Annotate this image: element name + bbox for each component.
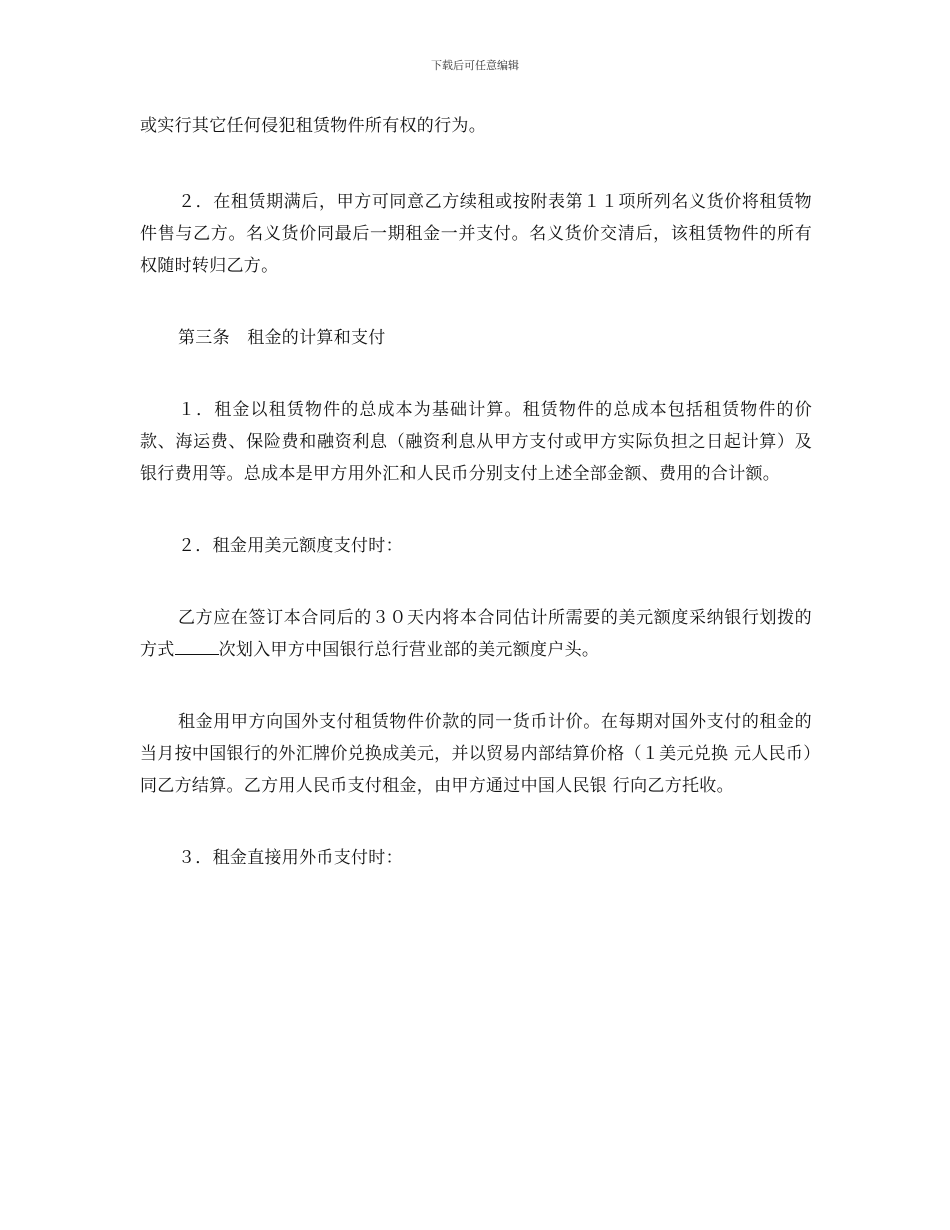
paragraph-usd-quota-part2: 次划入甲方中国银行总行营业部的美元额度户头。 xyxy=(218,640,600,660)
paragraph-3-2: ２．租金用美元额度支付时： xyxy=(178,536,403,556)
paragraph-1: 或实行其它任何侵犯租赁物件所有权的行为。 xyxy=(140,116,486,136)
article-3-heading: 第三条 租金的计算和支付 xyxy=(178,328,386,348)
paragraph-usd-quota-part1: 乙方应在签订本合同后的３０天内将本合同估计所需要的美元额度采纳银行划拨的方式 xyxy=(140,608,812,660)
blank-underline xyxy=(175,638,219,655)
paragraph-3-1: １．租金以租赁物件的总成本为基础计算。租赁物件的总成本包括租赁物件的价款、海运费、保险费和融资利息（融资利息从甲方支付或甲方实际负担之日起计算）及银行费用等。总成本是甲方用外汇和人民币分别支付上述全部金额、费用的合计额。 xyxy=(140,400,812,484)
document-body xyxy=(140,110,812,874)
paragraph-usd-quota xyxy=(140,602,812,666)
paragraph-3-3: ３．租金直接用外币支付时： xyxy=(178,848,403,868)
paragraph-rent-currency: 租金用甲方向国外支付租赁物件价款的同一货币计价。在每期对国外支付的租金的当月按中国银行的外汇牌价兑换成美元，并以贸易内部结算价格（１美元兑换 元人民币）同乙方结算。乙方用人民币支付租金，由甲方通过中国人民银 行向乙方托收。 xyxy=(140,712,812,796)
page-header: 下载后可任意编辑 xyxy=(431,59,519,72)
paragraph-2: ２．在租赁期满后，甲方可同意乙方续租或按附表第１１项所列名义货价将租赁物件售与乙方。名义货价同最后一期租金一并支付。名义货价交清后，该租赁物件的所有权随时转归乙方。 xyxy=(140,192,812,276)
